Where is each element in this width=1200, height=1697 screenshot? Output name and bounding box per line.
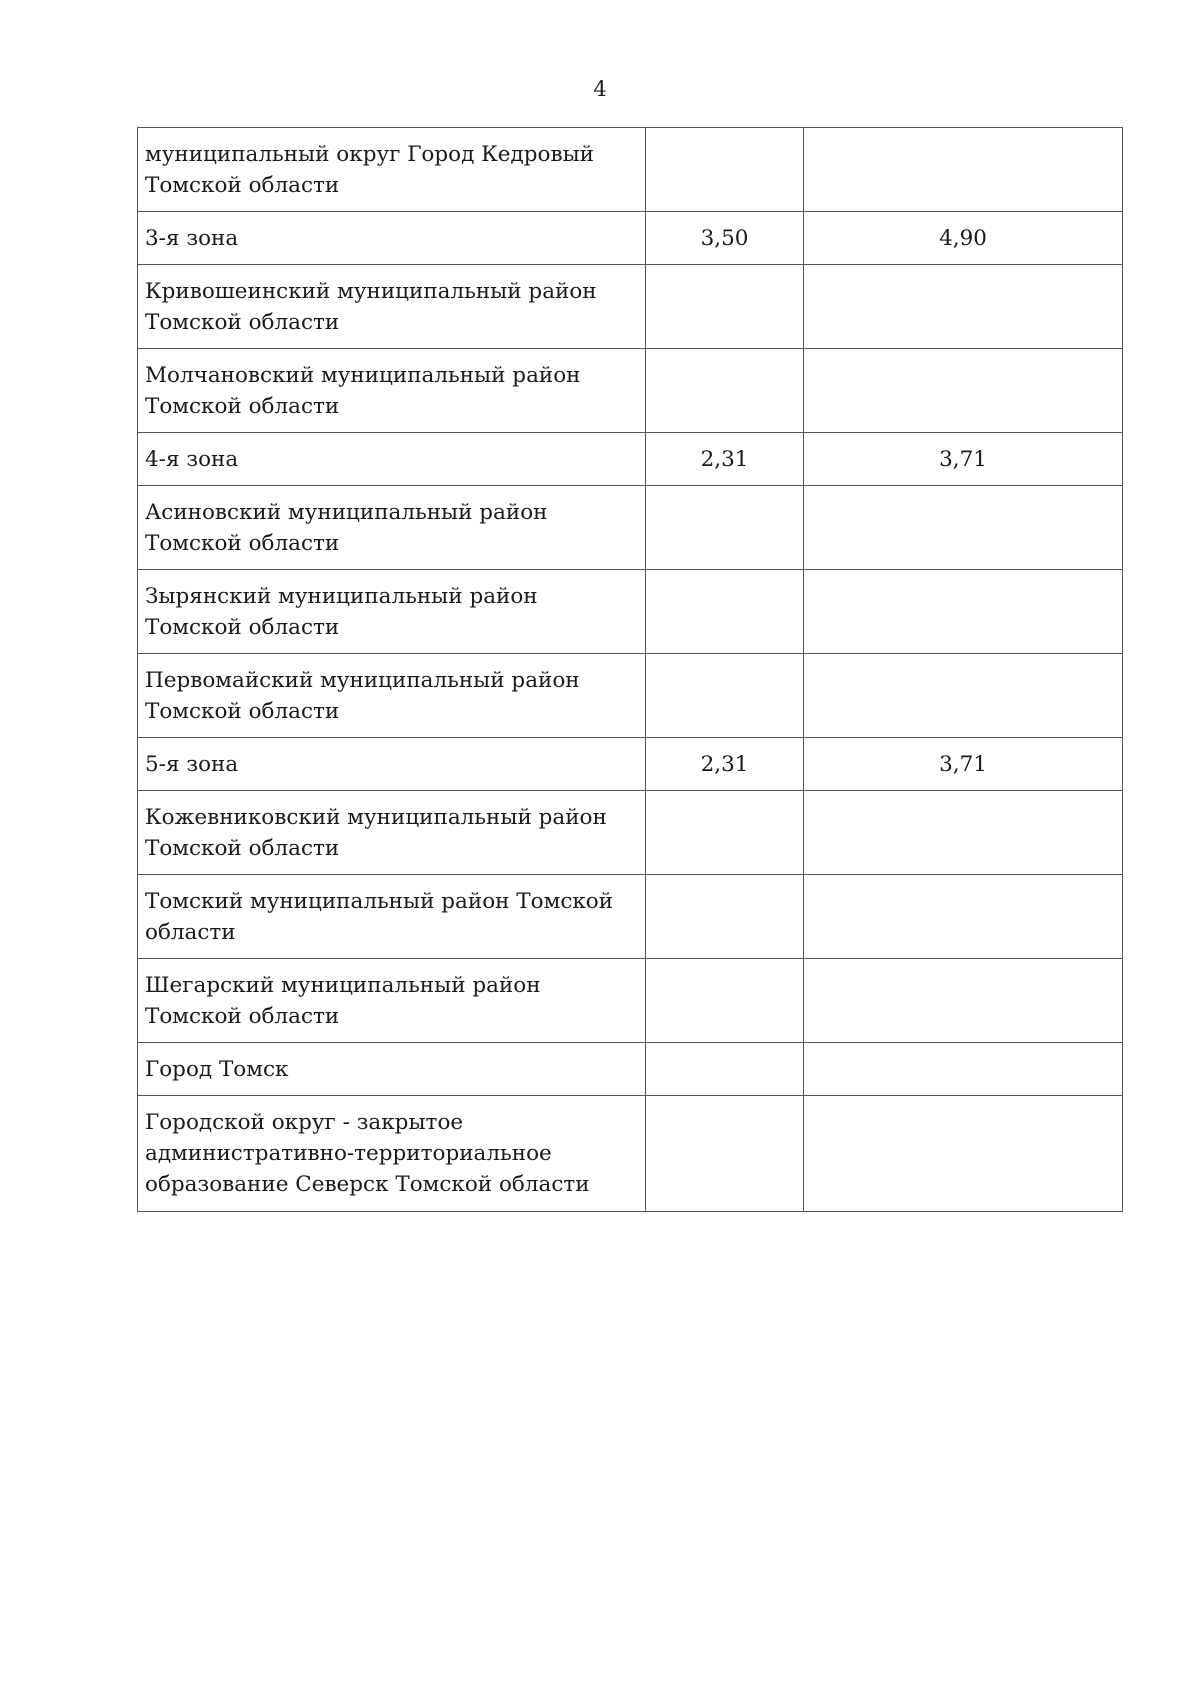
table-row bbox=[138, 349, 1123, 433]
value-cell-2 bbox=[804, 486, 1123, 570]
table-row bbox=[138, 791, 1123, 875]
table-row bbox=[138, 1096, 1123, 1212]
territory-name-cell: Кожевниковский муниципальный район Томской области bbox=[138, 791, 646, 875]
table-row bbox=[138, 875, 1123, 959]
value-cell-1 bbox=[646, 128, 804, 212]
value-cell-2: 4,90 bbox=[804, 212, 1123, 265]
zones-table bbox=[137, 127, 1123, 1212]
table-row bbox=[138, 654, 1123, 738]
value-cell-2 bbox=[804, 128, 1123, 212]
territory-name-cell: Городской округ - закрытое административно-территориальное образование Северск Томской области bbox=[138, 1096, 646, 1212]
table-row bbox=[138, 128, 1123, 212]
zone-name-cell: 4-я зона bbox=[138, 433, 646, 486]
value-cell-1 bbox=[646, 1043, 804, 1096]
territory-name-cell: Молчановский муниципальный район Томской области bbox=[138, 349, 646, 433]
value-cell-2 bbox=[804, 875, 1123, 959]
table-row bbox=[138, 486, 1123, 570]
territory-name-cell: Первомайский муниципальный район Томской области bbox=[138, 654, 646, 738]
territory-name-cell: Томский муниципальный район Томской области bbox=[138, 875, 646, 959]
value-cell-1: 2,31 bbox=[646, 433, 804, 486]
zone-row bbox=[138, 433, 1123, 486]
value-cell-2 bbox=[804, 791, 1123, 875]
value-cell-2 bbox=[804, 570, 1123, 654]
value-cell-2 bbox=[804, 265, 1123, 349]
value-cell-1 bbox=[646, 349, 804, 433]
value-cell-2 bbox=[804, 1043, 1123, 1096]
page-number: 4 bbox=[593, 77, 607, 101]
territory-name-cell: Город Томск bbox=[138, 1043, 646, 1096]
value-cell-2: 3,71 bbox=[804, 738, 1123, 791]
table-row bbox=[138, 570, 1123, 654]
territory-name-cell: Шегарский муниципальный район Томской области bbox=[138, 959, 646, 1043]
value-cell-1: 2,31 bbox=[646, 738, 804, 791]
table-row bbox=[138, 959, 1123, 1043]
value-cell-1 bbox=[646, 486, 804, 570]
value-cell-2 bbox=[804, 959, 1123, 1043]
zone-name-cell: 3-я зона bbox=[138, 212, 646, 265]
value-cell-1 bbox=[646, 570, 804, 654]
table-row bbox=[138, 1043, 1123, 1096]
territory-name-cell: Кривошеинский муниципальный район Томской области bbox=[138, 265, 646, 349]
table-row bbox=[138, 265, 1123, 349]
value-cell-1 bbox=[646, 791, 804, 875]
zone-row bbox=[138, 212, 1123, 265]
value-cell-1 bbox=[646, 875, 804, 959]
value-cell-2 bbox=[804, 1096, 1123, 1212]
value-cell-1 bbox=[646, 1096, 804, 1212]
zone-row bbox=[138, 738, 1123, 791]
value-cell-2: 3,71 bbox=[804, 433, 1123, 486]
value-cell-1 bbox=[646, 959, 804, 1043]
value-cell-2 bbox=[804, 654, 1123, 738]
territory-name-cell: Зырянский муниципальный район Томской области bbox=[138, 570, 646, 654]
territory-name-cell: Асиновский муниципальный район Томской области bbox=[138, 486, 646, 570]
value-cell-1 bbox=[646, 265, 804, 349]
value-cell-1 bbox=[646, 654, 804, 738]
value-cell-1: 3,50 bbox=[646, 212, 804, 265]
territory-name-cell: муниципальный округ Город Кедровый Томской области bbox=[138, 128, 646, 212]
zone-name-cell: 5-я зона bbox=[138, 738, 646, 791]
value-cell-2 bbox=[804, 349, 1123, 433]
